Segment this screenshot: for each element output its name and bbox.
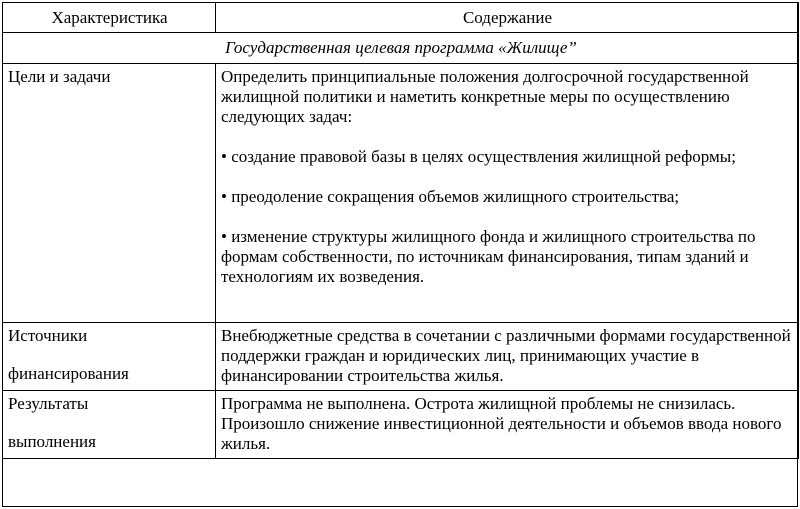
goals-list-item: • создание правовой базы в целях осуществления жилищной реформы; bbox=[221, 147, 736, 166]
row-label-results-line2: выполнения bbox=[8, 432, 96, 451]
row-content-funding: Внебюджетные средства в сочетании с различными формами государственной поддержки граждан и юридических лиц, принимающих участие в финансировании строительства жилья. bbox=[216, 323, 799, 391]
goals-intro-text: Определить принципиальные положения долгосрочной государственной жилищной политики и наметить конкретные меры по осуществлению следующих задач: bbox=[221, 67, 749, 126]
row-label-results bbox=[3, 391, 216, 459]
table-row-funding bbox=[3, 323, 799, 391]
characteristics-table bbox=[2, 2, 799, 459]
program-title-row bbox=[3, 33, 799, 64]
goals-list-item: • преодоление сокращения объемов жилищного строительства; bbox=[221, 187, 680, 206]
row-label-goals: Цели и задачи bbox=[3, 64, 216, 323]
table-row-goals bbox=[3, 64, 799, 323]
table-header-row bbox=[3, 3, 799, 33]
row-content-results: Программа не выполнена. Острота жилищной проблемы не снизилась. Произошло снижение инвестиционной деятельности и объемов ввода нового жилья. bbox=[216, 391, 799, 459]
row-label-funding bbox=[3, 323, 216, 391]
column-header-characteristic: Характеристика bbox=[3, 3, 216, 33]
column-header-content: Содержание bbox=[216, 3, 799, 33]
row-label-funding-line1: Источники bbox=[8, 326, 88, 345]
document-table-frame bbox=[2, 2, 798, 507]
row-label-funding-line2: финансирования bbox=[8, 364, 129, 383]
row-content-goals bbox=[216, 64, 799, 323]
goals-list-item: • изменение структуры жилищного фонда и жилищного строительства по формам собственности, по источникам финансирования, типам зданий и технологиям их возведения. bbox=[221, 227, 756, 286]
table-row-results bbox=[3, 391, 799, 459]
program-title: Государственная целевая программа «Жилище” bbox=[3, 33, 799, 64]
row-label-results-line1: Результаты bbox=[8, 394, 89, 413]
